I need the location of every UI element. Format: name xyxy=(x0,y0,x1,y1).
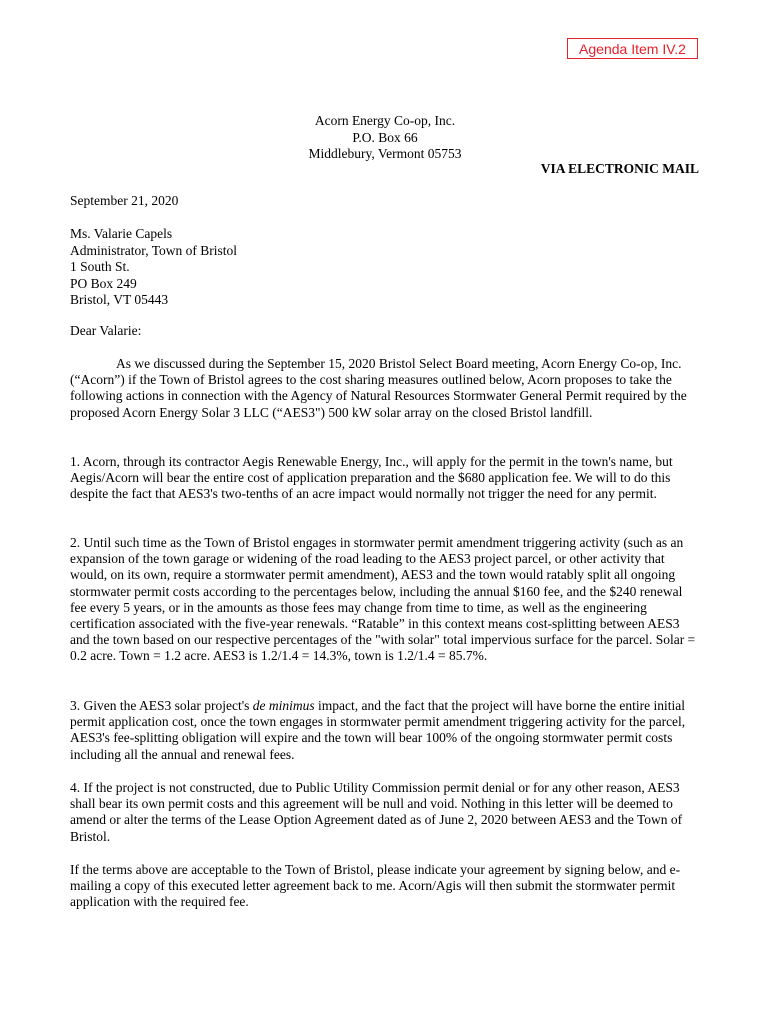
recipient-city: Bristol, VT 05443 xyxy=(70,292,169,307)
item-3-paragraph xyxy=(70,698,702,763)
delivery-method: VIA ELECTRONIC MAIL xyxy=(540,161,699,176)
recipient-title: Administrator, Town of Bristol xyxy=(70,242,238,258)
item-1-paragraph: 1. Acorn, through its contractor Aegis Renewable Energy, Inc., will apply for the permit in the town's name, but Aegis/Acorn will bear the entire cost of application preparation and the $680 application fee. We will to do this despite the fact that AES3's two-tenths of an acre impact would normally not trigger the need for any permit. xyxy=(70,454,673,502)
item-2-paragraph: 2. Until such time as the Town of Bristol engages in stormwater permit amendment triggering activity (such as an expansion of the town garage or widening of the road leading to the AES3 project parcel, or other activity that would, on its own, require a stormwater permit amendment), AES3 and the town would ratably split all ongoing stormwater permit costs according to the percentages below, including the annual $160 fee, and the $240 renewal fee every 5 years, or in the amounts as those fees may change from time to time, as well as the engineering certification associated with the five-year renewals. “Ratable” in this context means cost-splitting between AES3 and the town based on our respective percentages of the "with solar" total impervious surface for the parcel. Solar = 0.2 acre. Town = 1.2 acre. AES3 is 1.2/1.4 = 14.3%, town is 1.2/1.4 = 85.7%. xyxy=(70,535,696,664)
sender-name: Acorn Energy Co-op, Inc. xyxy=(314,113,456,128)
sender-po-box: P.O. Box 66 xyxy=(352,129,418,145)
item-3-text-start: 3. Given the AES3 solar project's xyxy=(70,698,253,713)
intro-paragraph: As we discussed during the September 15, 2020 Bristol Select Board meeting, Acorn Energy Co-op, Inc. (“Acorn”) if the Town of Bristol agrees to the cost sharing measures outlined below, Acorn proposes to take the following actions in connection with the Agency of Natural Resources Stormwater General Permit required by the proposed Acorn Energy Solar 3 LLC (“AES3") 500 kW solar array on the closed Bristol landfill. xyxy=(70,356,687,420)
agenda-item-badge: Agenda Item IV.2 xyxy=(567,38,698,59)
recipient-address-block xyxy=(70,226,237,309)
recipient-street: 1 South St. xyxy=(70,259,130,274)
item-3-text-end: impact, and the fact that the project will have borne the entire initial permit application cost, once the town engages in stormwater permit amendment triggering activity for the parcel, AES3's fee-splitting obligation will expire and the town will bear 100% of the ongoing stormwater permit costs including all the annual and renewal fees. xyxy=(70,698,686,762)
letter-date: September 21, 2020 xyxy=(70,193,179,208)
sender-city: Middlebury, Vermont 05753 xyxy=(308,146,462,161)
salutation: Dear Valarie: xyxy=(70,323,142,338)
sender-address-block xyxy=(235,113,535,163)
recipient-po-box: PO Box 249 xyxy=(70,275,137,291)
closing-paragraph: If the terms above are acceptable to the Town of Bristol, please indicate your agreement by signing below, and e-mailing a copy of this executed letter agreement back to me. Acorn/Agis will then submit the stormwater permit application with the required fee. xyxy=(70,862,681,910)
item-4-paragraph: 4. If the project is not constructed, due to Public Utility Commission permit denial or for any other reason, AES3 shall bear its own permit costs and this agreement will be null and void. Nothing in this letter will be deemed to amend or alter the terms of the Lease Option Agreement dated as of June 2, 2020 between AES3 and the Town of Bristol. xyxy=(70,780,683,844)
item-3-emphasis: de minimus xyxy=(252,698,315,713)
recipient-name: Ms. Valarie Capels xyxy=(70,226,173,241)
